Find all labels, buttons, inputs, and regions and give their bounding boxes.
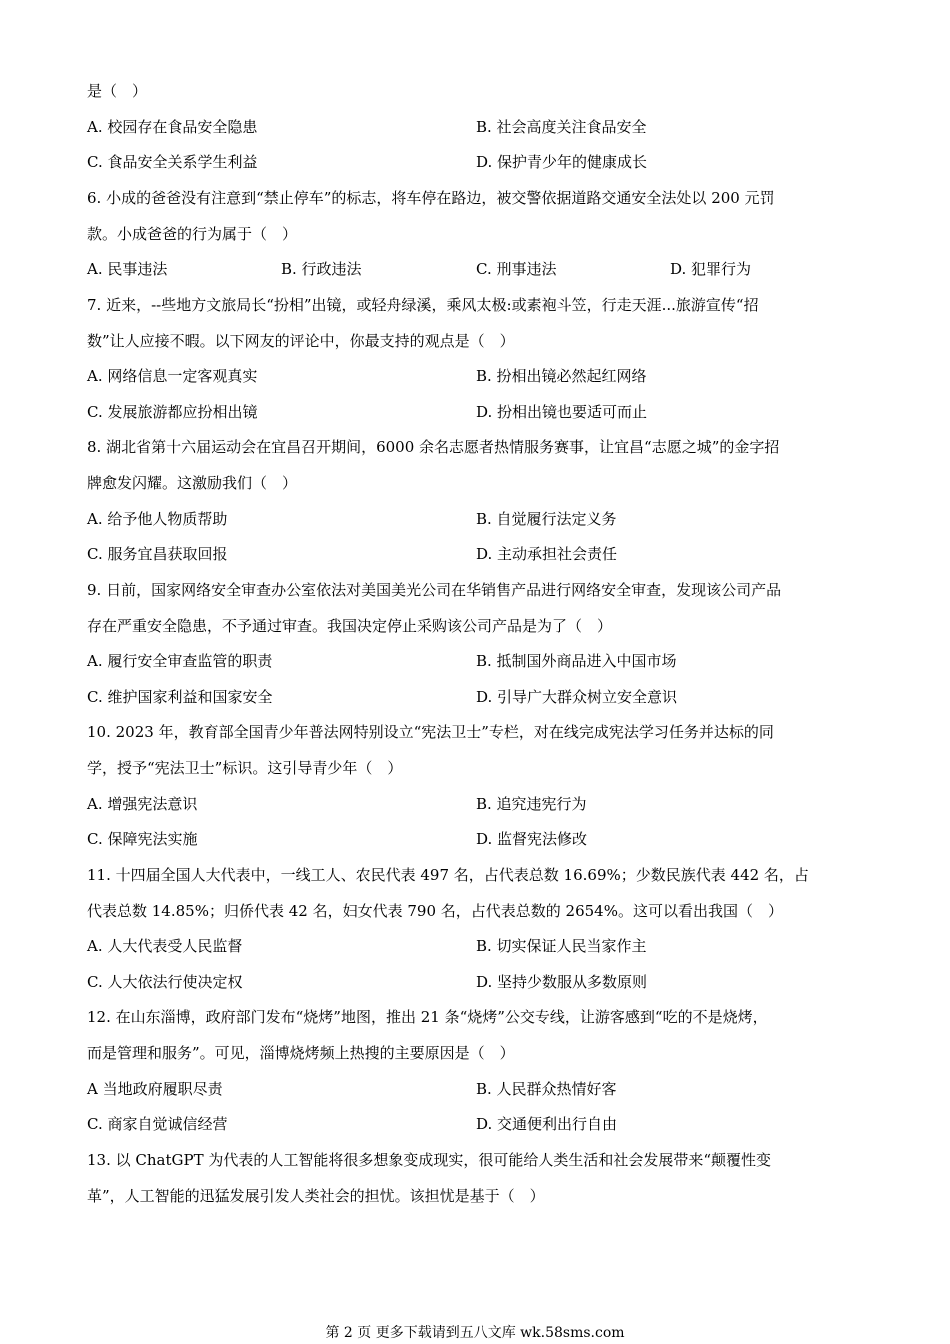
option-c: C. 商家自觉诚信经营 [87, 1115, 228, 1133]
question-stem-line: 13. 以 ChatGPT 为代表的人工智能将很多想象变成现实，很可能给人类生活和社会发展带来“颠覆性变 [87, 1151, 772, 1169]
option-d: D. 引导广大群众树立安全意识 [476, 688, 678, 706]
question-stem-line: 存在严重安全隐患，不予通过审查。我国决定停止采购该公司产品是为了（ ） [87, 617, 613, 635]
option-a: A. 人大代表受人民监督 [87, 937, 243, 955]
option-a: A. 给予他人物质帮助 [87, 510, 228, 528]
question-stem-line: 10. 2023 年，教育部全国青少年普法网特别设立“宪法卫士”专栏，对在线完成宪法学习任务并达标的同 [87, 723, 774, 741]
option-d: D. 扮相出镜也要适可而止 [476, 403, 648, 421]
option-c: C. 发展旅游都应扮相出镜 [87, 403, 258, 421]
option-d: D. 监督宪法修改 [476, 830, 588, 848]
question-stem-line: 牌愈发闪耀。这激励我们（ ） [87, 474, 298, 492]
option-b: B. 切实保证人民当家作主 [476, 937, 647, 955]
question-stem-line: 8. 湖北省第十六届运动会在宜昌召开期间，6000 余名志愿者热情服务赛事，让宜昌“志愿之城”的金字招 [87, 438, 780, 456]
question-stem-line: 而是管理和服务”。可见，淄博烧烤频上热搜的主要原因是（ ） [87, 1044, 515, 1062]
option-c: C. 保障宪法实施 [87, 830, 198, 848]
option-b: B. 抵制国外商品进入中国市场 [476, 652, 677, 670]
question-stem-line: 11. 十四届全国人大代表中，一线工人、农民代表 497 名，占代表总数 16.69%；少数民族代表 442 名，占 [87, 866, 809, 884]
option-a: A. 网络信息一定客观真实 [87, 367, 258, 385]
option-c: C. 维护国家利益和国家安全 [87, 688, 273, 706]
page-footer: 第 2 页 更多下载请到五八文库 wk.58sms.com [325, 1325, 625, 1341]
question-stem-line: 7. 近来，--些地方文旅局长“扮相”出镜，或轻舟绿溪，乘风太极:或素袍斗笠，行走天涯...旅游宣传“招 [87, 296, 759, 314]
option-d: D. 主动承担社会责任 [476, 545, 618, 563]
option-d: D. 交通便利出行自由 [476, 1115, 618, 1133]
option-c: C. 人大依法行使决定权 [87, 973, 243, 991]
option-c: C. 服务宜昌获取回报 [87, 545, 228, 563]
question-stem-line: 款。小成爸爸的行为属于（ ） [87, 225, 298, 243]
question-stem-line: 代表总数 14.85%；归侨代表 42 名，妇女代表 790 名，占代表总数的 2654%。这可以看出我国（ ） [87, 902, 783, 920]
question-stem-line: 6. 小成的爸爸没有注意到“禁止停车”的标志，将车停在路边，被交警依据道路交通安全法处以 200 元罚 [87, 189, 775, 207]
option-d: D. 犯罪行为 [670, 260, 752, 278]
question-stem-line: 12. 在山东淄博，政府部门发布“烧烤”地图，推出 21 条“烧烤”公交专线，让游客感到“吃的不是烧烤， [87, 1008, 768, 1026]
option-b: B. 追究违宪行为 [476, 795, 587, 813]
option-d: D. 坚持少数服从多数原则 [476, 973, 648, 991]
option-a: A. 民事违法 [87, 260, 168, 278]
option-b: B. 自觉履行法定义务 [476, 510, 617, 528]
question-stem-line: 9. 日前，国家网络安全审查办公室依法对美国美光公司在华销售产品进行网络安全审查，发现该公司产品 [87, 581, 782, 599]
option-c: C. 食品安全关系学生利益 [87, 153, 258, 171]
option-a: A. 校园存在食品安全隐患 [87, 118, 258, 136]
option-b: B. 扮相出镜必然起红网络 [476, 367, 647, 385]
option-b: B. 人民群众热情好客 [476, 1080, 617, 1098]
question-stem-line: 学，授予“宪法卫士”标识。这引导青少年（ ） [87, 759, 403, 777]
option-a: A. 增强宪法意识 [87, 795, 198, 813]
question-stem-line: 是（ ） [87, 82, 148, 100]
question-stem-line: 数”让人应接不暇。以下网友的评论中，你最支持的观点是（ ） [87, 332, 515, 350]
option-b: B. 社会高度关注食品安全 [476, 118, 647, 136]
option-b: B. 行政违法 [281, 260, 362, 278]
option-d: D. 保护青少年的健康成长 [476, 153, 648, 171]
option-a: A 当地政府履职尽责 [87, 1080, 223, 1098]
question-stem-line: 革”，人工智能的迅猛发展引发人类社会的担忧。该担忧是基于（ ） [87, 1187, 545, 1205]
option-c: C. 刑事违法 [476, 260, 557, 278]
option-a: A. 履行安全审查监管的职责 [87, 652, 273, 670]
